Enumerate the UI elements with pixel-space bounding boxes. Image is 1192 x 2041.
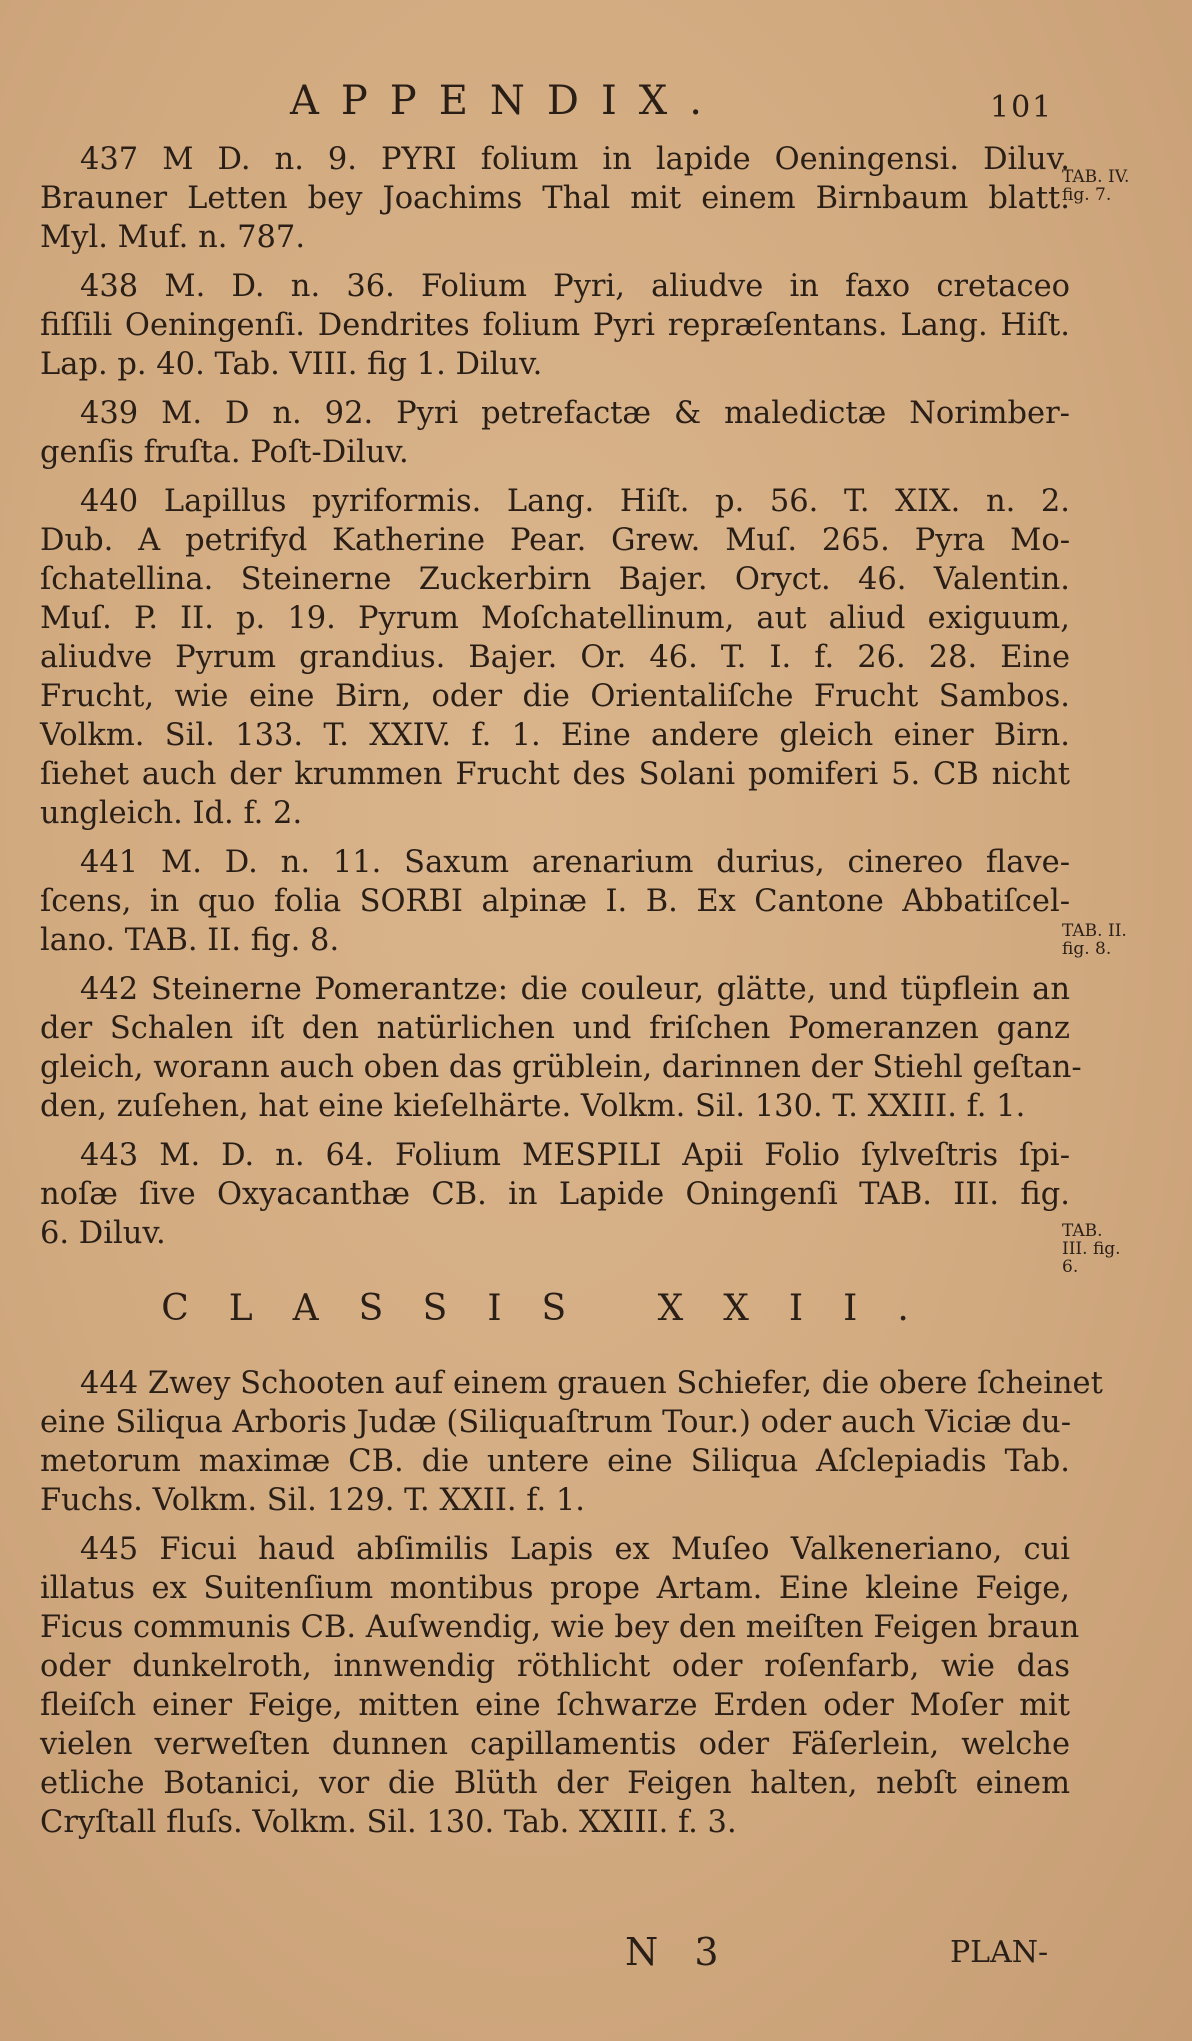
catalogue-entry xyxy=(40,1364,1103,1520)
entry-line: Fuchs. Volkm. Sil. 129. T. XXII. f. 1. xyxy=(40,1483,585,1518)
margin-note-tab-ii: TAB. II. fig. 8. xyxy=(1062,921,1127,959)
entry-line: 443 M. D. n. 64. Folium MESPILI Apii Folio ſylveſtris ſpi- xyxy=(80,1138,1070,1173)
page-footer xyxy=(0,1930,1192,1990)
entry-line: Lap. p. 40. Tab. VIII. fig 1. Diluv. xyxy=(40,347,543,382)
entry-line: noſæ ſive Oxyacanthæ CB. in Lapide Oningenſi TAB. III. fig. xyxy=(40,1177,1070,1212)
catalogue-entry xyxy=(40,394,1070,472)
catalogue-entry xyxy=(40,970,1082,1126)
entry-line: 445 Ficui haud abſimilis Lapis ex Muſeo Valkeneriano, cui xyxy=(80,1532,1070,1567)
entry-line: lano. TAB. II. fig. 8. xyxy=(40,923,340,958)
entry-line: Frucht, wie eine Birn, oder die Orientaliſche Frucht Sambos. xyxy=(40,679,1070,714)
margin-note-tab-iv: TAB. IV. fig. 7. xyxy=(1062,167,1130,205)
entry-line: Volkm. Sil. 133. T. XXIV. f. 1. Eine andere gleich einer Birn. xyxy=(40,718,1070,753)
entry-line: gleich, worann auch oben das grüblein, darinnen der Stiehl geſtan- xyxy=(40,1050,1082,1085)
running-head xyxy=(0,78,1192,138)
catalogue-entry xyxy=(40,267,1070,384)
entry-line: fiſſili Oeningenſi. Dendrites folium Pyri repræſentans. Lang. Hiſt. xyxy=(40,308,1070,343)
entry-line: etliche Botanici, vor die Blüth der Feigen halten, nebſt einem xyxy=(40,1766,1070,1801)
entry-line: ungleich. Id. f. 2. xyxy=(40,796,303,831)
entry-line: 442 Steinerne Pomerantze: die couleur, glätte, und tüpflein an xyxy=(80,972,1070,1007)
signature-mark: N 3 xyxy=(625,1930,731,1974)
entry-line: ſchatellina. Steinerne Zuckerbirn Bajer. Oryct. 46. Valentin. xyxy=(40,562,1070,597)
entry-line: oder dunkelroth, innwendig röthlicht oder roſenfarb, wie das xyxy=(40,1649,1070,1684)
entry-line: Myl. Muf. n. 787. xyxy=(40,220,306,255)
entry-line: der Schalen iſt den natürlichen und friſchen Pomeranzen ganz xyxy=(40,1011,1070,1046)
page-number: 101 xyxy=(990,90,1054,125)
margin-note-tab-iii: TAB. III. fig. 6. xyxy=(1062,1221,1121,1277)
entry-line: vielen verweſten dunnen capillamentis oder Fäſerlein, welche xyxy=(40,1727,1070,1762)
entry-line: 441 M. D. n. 11. Saxum arenarium durius, cinereo flave- xyxy=(80,845,1070,880)
entry-line: 439 M. D n. 92. Pyri petrefactæ & maledictæ Norimber- xyxy=(80,396,1070,431)
entry-line: 437 M D. n. 9. PYRI folium in lapide Oeningensi. Diluv. xyxy=(80,142,1070,177)
entry-line: 444 Zwey Schooten auf einem grauen Schiefer, die obere ſcheinet xyxy=(80,1366,1103,1401)
entry-line: Dub. A petrifyd Katherine Pear. Grew. Muſ. 265. Pyra Mo- xyxy=(40,523,1070,558)
entry-line: Brauner Letten bey Joachims Thal mit einem Birnbaum blatt. xyxy=(40,181,1070,216)
entries-classis-xxii xyxy=(40,1364,1103,1842)
entry-line: den, zuſehen, hat eine kieſelhärte. Volkm. Sil. 130. T. XXIII. f. 1. xyxy=(40,1089,1026,1124)
entry-line: Cryſtall fluſs. Volkm. Sil. 130. Tab. XXIII. f. 3. xyxy=(40,1805,737,1840)
catalogue-entry xyxy=(40,843,1070,960)
entry-line: Ficus communis CB. Auſwendig, wie bey den meiſten Feigen braun xyxy=(40,1610,1080,1645)
catalogue-entry xyxy=(40,1530,1080,1842)
entry-line: aliudve Pyrum grandius. Bajer. Or. 46. T. I. f. 26. 28. Eine xyxy=(40,640,1070,675)
catalogue-entry xyxy=(40,482,1070,833)
entry-line: illatus ex Suitenſium montibus prope Artam. Eine kleine Feige, xyxy=(40,1571,1070,1606)
catalogue-entry xyxy=(40,1136,1070,1253)
entry-line: 438 M. D. n. 36. Folium Pyri, aliudve in faxo cretaceo xyxy=(80,269,1070,304)
entry-line: genſis fruſta. Poſt-Diluv. xyxy=(40,435,409,470)
page-title: APPENDIX. xyxy=(290,78,724,124)
section-heading: CLASSIS XXII. xyxy=(161,1288,949,1329)
entry-line: Muſ. P. II. p. 19. Pyrum Moſchatellinum, aut aliud exiguum, xyxy=(40,601,1070,636)
entries-classis-xxi xyxy=(40,140,1082,1253)
entry-line: eine Siliqua Arboris Judæ (Siliquaſtrum Tour.) oder auch Viciæ du- xyxy=(40,1405,1071,1440)
entry-line: 6. Diluv. xyxy=(40,1216,166,1251)
entry-line: fleiſch einer Feige, mitten eine ſchwarze Erden oder Moſer mit xyxy=(40,1688,1070,1723)
entry-line: 440 Lapillus pyriformis. Lang. Hiſt. p. 56. T. XIX. n. 2. xyxy=(80,484,1070,519)
entry-line: ſcens, in quo folia SORBI alpinæ I. B. Ex Cantone Abbatiſcel- xyxy=(40,884,1070,919)
catchword: PLAN- xyxy=(950,1935,1049,1970)
entry-line: ſiehet auch der krummen Frucht des Solani pomiferi 5. CB nicht xyxy=(40,757,1070,792)
entry-line: metorum maximæ CB. die untere eine Siliqua Aſclepiadis Tab. xyxy=(40,1444,1070,1479)
catalogue-entry xyxy=(40,140,1070,257)
